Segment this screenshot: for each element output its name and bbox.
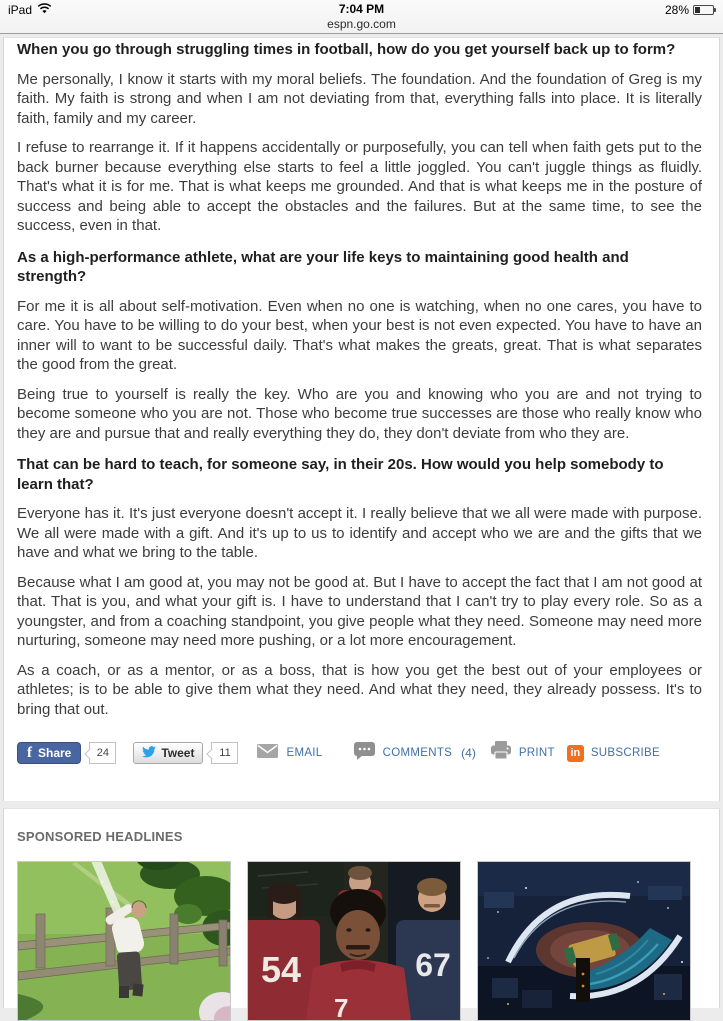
print-label: PRINT <box>518 747 555 759</box>
sponsored-headlines-section <box>3 808 720 1020</box>
sponsored-thumbnail-football-players[interactable] <box>247 861 461 1021</box>
sponsored-thumbnail-stadium[interactable] <box>477 861 691 1021</box>
subscribe-label: SUBSCRIBE <box>590 747 660 759</box>
ios-status-bar <box>0 0 723 34</box>
article-paragraph: Everyone has it. It's just everyone doesn't accept it. I really believe that we all were made with purpose. We all were made with a gift. And it's up to us to identify and accept who we are and the gifts that we have and what we bring to the table. <box>17 505 702 561</box>
sponsored-headlines-heading: SPONSORED HEADLINES <box>17 829 183 844</box>
section-divider <box>0 801 723 808</box>
tweet-button[interactable] <box>133 742 203 764</box>
question-heading: As a high-performance athlete, what are your life keys to maintaining good health and strength? <box>17 248 629 285</box>
facebook-share-label: Share <box>38 746 72 760</box>
question-heading: When you go through struggling times in football, how do you get yourself back up to form? <box>17 41 676 58</box>
jersey-number-67: 67 <box>415 947 451 983</box>
status-bar-right <box>665 3 714 17</box>
share-toolbar-right <box>353 741 702 765</box>
email-label: EMAIL <box>286 747 323 759</box>
article-paragraph: As a coach, or as a mentor, or as a boss, that is how you get the best out of your employees or athletes; is to be able to give them what they need. And what they need, they already possess. It's to bring that out. <box>17 661 702 718</box>
comments-button[interactable] <box>353 741 476 765</box>
print-button[interactable] <box>490 741 555 765</box>
wifi-icon <box>37 3 52 17</box>
sponsored-thumbnail-golfer[interactable] <box>17 861 231 1021</box>
email-button[interactable] <box>257 744 322 763</box>
article-paragraph: Being true to yourself is really the key. Who are you and knowing who you are and not trying to become someone who you are not. Those who become true successes are those who really know who they are and pursue that and really everything they do, they don't deviate from who they are. <box>17 385 702 442</box>
facebook-share-button[interactable] <box>17 742 81 764</box>
svg-text:7: 7 <box>334 993 349 1020</box>
facebook-icon: f <box>27 744 32 761</box>
comments-count: (4) <box>461 746 476 760</box>
espn-insider-icon: in <box>567 745 584 762</box>
article-paragraph: Because what I am good at, you may not be good at. But I have to accept the fact that I am not good at that. That is you, and what your gift is. I have to understand that I can't try to play every role. So as a youngster, and from a coaching standpoint, you give people what they need. Someone may need more nurturing, someone may need more pushing, or a lot more encouragement. <box>17 573 702 649</box>
article-paragraph: I refuse to rearrange it. If it happens accidentally or purposefully, you can tell when faith gets put to the back burner because everything else starts to feel a little joggled. You can't juggle things as fluidly. That's what it is for me. That is what keeps me grounded. And that is what keeps me in the posture of success and being able to accept the obstacles and the failures. But at the same time, to see the success, even in that. <box>17 139 702 234</box>
tweet-label: Tweet <box>161 746 195 760</box>
clock: 7:04 PM <box>338 2 385 16</box>
subscribe-button[interactable] <box>567 745 660 762</box>
battery-percent-label: 28% <box>664 3 689 17</box>
article-paragraph: For me it is all about self-motivation. Even when no one is watching, when no one cares, you have to care. You have to be willing to do your best, when your best is not even expected. You have to have an inner will to want to be successful daily. That's what makes the greats, great. That is what separates the good from the great. <box>17 297 702 373</box>
share-toolbar <box>17 741 702 765</box>
tweet-count: 11 <box>211 742 238 764</box>
twitter-bird-icon <box>142 746 156 761</box>
jersey-number-54: 54 <box>260 949 302 990</box>
status-bar-left <box>8 3 52 17</box>
status-bar-top-row <box>0 0 723 16</box>
facebook-share-count: 24 <box>89 742 116 764</box>
article-body <box>3 37 720 801</box>
question-heading: That can be hard to teach, for someone say, in their 20s. How would you help somebody to learn that? <box>17 456 664 493</box>
article-paragraph: Me personally, I know it starts with my moral beliefs. The foundation. And the foundation of Greg is my faith. My faith is strong and when I am not deviating from that, everything falls into place. It is literally faith, family and my career. <box>17 70 702 127</box>
print-icon <box>490 741 512 765</box>
carrier-label: iPad <box>8 3 33 17</box>
sponsored-thumbnails-row <box>17 861 706 1021</box>
battery-icon <box>693 5 714 15</box>
email-icon <box>257 744 278 763</box>
comments-icon <box>353 741 376 765</box>
url-bar[interactable]: espn.go.com <box>327 17 396 31</box>
comments-label: COMMENTS <box>382 747 453 759</box>
